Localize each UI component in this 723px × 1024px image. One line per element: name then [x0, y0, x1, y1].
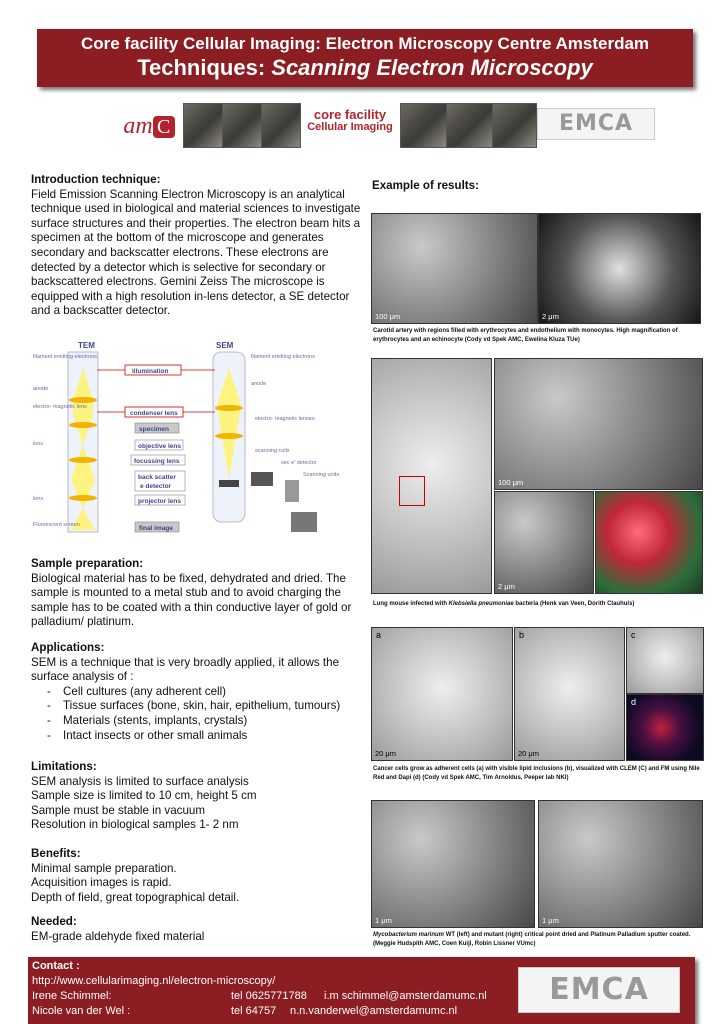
fig3-image-b: [514, 627, 625, 761]
fig2-image-bacteria: [494, 491, 594, 594]
fig3-letter-d: d: [631, 697, 637, 707]
applications-heading: Applications:: [31, 641, 105, 654]
applications-body: SEM is a technique that is very broadly applied, it allows the surface analysis of :: [31, 655, 340, 684]
box-e-detector-label: e detector: [140, 483, 172, 490]
limitations-line: Resolution in biological samples 1- 2 nm: [31, 818, 239, 832]
fig1-scale-a: 100 μm: [375, 312, 401, 321]
intro-section: [31, 173, 366, 319]
benefits-line: Depth of field, great topographical detail.: [31, 890, 240, 904]
fig3-image-d: [626, 694, 704, 761]
sem-label-lenses: electro- magnetic lenses: [255, 416, 315, 422]
contact-label: Contact :: [32, 960, 80, 972]
intro-heading: Introduction technique:: [31, 173, 161, 186]
tem-label-lens-2: lens: [33, 496, 44, 502]
fig2-caption-species: Klebsiella pneumoniae: [448, 601, 514, 607]
tem-label-filament: filament emitting electrons: [33, 354, 97, 360]
fig3-scale-b: 20 μm: [518, 749, 539, 758]
tem-label-lens-1: lens: [33, 441, 44, 447]
fig2-zoom-box: [399, 476, 425, 506]
tem-label-screen: Fluorescent screen: [33, 522, 80, 528]
sem-label-detector: sec e' detector: [281, 460, 317, 466]
list-item: - Materials (stents, implants, crystals): [63, 714, 366, 729]
box-focussing-label: focussing lens: [134, 458, 180, 465]
facility-line-1: core facility: [313, 107, 387, 122]
applications-section: [31, 641, 366, 743]
sem-label-scanning: scanning coils: [255, 448, 290, 454]
fig4-caption-post: WT (left) and mutant (right) critical point dried and Platinum Palladium sputter coated. (Meggie Hudspith AMC, Coen Kuijl, Robin Lissner VUmc): [373, 932, 691, 947]
sem-lens-1: [215, 405, 243, 411]
tem-lens-2: [69, 422, 97, 428]
list-item: - Cell cultures (any adherent cell): [63, 685, 366, 700]
fig2-image-lung-detail: [494, 358, 703, 490]
tem-lens-1: [69, 397, 97, 403]
sem-detector: [251, 472, 273, 486]
contact-name-1: Irene Schimmel:: [32, 990, 112, 1002]
sem-monitor: [291, 512, 317, 532]
subtitle-prefix: Techniques:: [137, 55, 272, 80]
lab-photo-3: [261, 103, 301, 148]
benefits-section: [31, 847, 366, 905]
lab-photo-4: [400, 103, 447, 148]
intro-body: Field Emission Scanning Electron Microscopy is an analytical technique used in biological and material sciences to investigate surface structures and their properties. The electron beam hits a specimen at the bottom of the microscope and generates secondary and backscatter electrons. These electrons are detected by a detector which is selective for secondary or backscattered electrons. Gemini Zeiss The microscope is equipped with a high resolution in-lens detector, a SE detector and a backscatter detector.: [31, 187, 361, 318]
fig2-caption-post: bacteria (Henk van Veen, Dorith Clauhuis): [513, 601, 635, 607]
box-illumination-label: illumination: [132, 368, 169, 375]
sem-label-scanning-units: Scanning units: [303, 472, 340, 478]
tem-label-em-lens: electro- magnetic lens: [33, 404, 87, 410]
fig1-scale-b: 2 μm: [542, 312, 559, 321]
fig3-caption: Cancer cells grow as adherent cells (a) with visible lipid inclusions (b), visualized with CLEM (C) and FM using Nile Red and Dapi (d) (Cody vd Spek AMC, Tim Arnoldus, Peeper lab NKI): [373, 766, 700, 781]
contact-tel-2: tel 64757: [231, 1005, 277, 1017]
amc-logo-c: C: [153, 116, 175, 138]
fig4-scale-b: 1 μm: [542, 916, 559, 925]
benefits-line: Acquisition images is rapid.: [31, 876, 172, 890]
poster-subtitle: [37, 54, 693, 81]
limitations-section: [31, 760, 366, 833]
fig2-caption: [373, 600, 703, 609]
amc-logo-text: am: [123, 113, 153, 139]
lab-photo-5: [446, 103, 493, 148]
box-condenser-label: condenser lens: [130, 410, 178, 417]
contact-footer: [28, 957, 695, 1024]
fig2-image-lung-overview: [371, 358, 492, 594]
fig4-image-mutant: [538, 800, 703, 928]
fig4-caption-species: Mycobacterium marinum: [373, 932, 445, 938]
limitations-line: SEM analysis is limited to surface analysis: [31, 774, 249, 788]
fig2-caption-pre: Lung mouse infected with: [373, 601, 449, 607]
lab-photo-2: [222, 103, 262, 148]
sem-scanning-unit: [285, 480, 299, 502]
fig3-letter-a: a: [376, 630, 382, 640]
list-item: - Intact insects or other small animals: [63, 729, 366, 744]
benefits-line: Minimal sample preparation.: [31, 861, 177, 875]
emca-logo: EMCA: [537, 108, 655, 140]
tem-sem-diagram: [33, 340, 361, 548]
list-item: - Tissue surfaces (bone, skin, hair, epithelium, tumours): [63, 699, 366, 714]
contact-tel-1: tel 0625771788: [231, 990, 307, 1002]
applications-list: [31, 685, 366, 743]
lab-photo-1: [183, 103, 223, 148]
fig3-image-c: [626, 627, 704, 694]
box-objective-label: objective lens: [138, 443, 181, 450]
fig1-image-a: [371, 213, 538, 324]
poster-header: [37, 29, 693, 87]
limitations-line: Sample size is limited to 10 cm, height 5 cm: [31, 789, 257, 803]
tem-lens-3: [69, 457, 97, 463]
contact-email-1[interactable]: i.m schimmel@amsterdamumc.nl: [324, 990, 487, 1002]
fig4-image-wt: [371, 800, 535, 928]
fig2-scale-a: 100 μm: [498, 478, 524, 487]
subtitle-emphasis: Scanning Electron Microscopy: [271, 55, 593, 80]
fig3-image-a: [371, 627, 513, 761]
sample-prep-body: Biological material has to be fixed, dehydrated and dried. The sample is mounted to a metal stub and to avoid charging the sample has to be coated with a thin conductive layer of gold or palladium/ platinum.: [31, 571, 352, 629]
fig4-scale-a: 1 μm: [375, 916, 392, 925]
limitations-heading: Limitations:: [31, 760, 97, 773]
footer-emca-logo: EMCA: [518, 967, 680, 1013]
sem-lens-2: [215, 433, 243, 439]
needed-body: EM-grade aldehyde fixed material: [31, 929, 205, 943]
sample-prep-section: [31, 557, 366, 630]
sem-specimen-stage: [219, 480, 239, 487]
sem-label-anode: anode: [251, 381, 267, 387]
needed-section: [31, 915, 366, 944]
fig2-scale-b: 2 μm: [498, 582, 515, 591]
fig3-letter-b: b: [519, 630, 525, 640]
fig1-caption: Carotid artery with regions filled with erythrocytes and endothelium with monocytes. High magnification of erythrocytes and an echinocyte (Cody vd Spek AMC, Ewelina Kluza TUe): [373, 328, 678, 343]
limitations-line: Sample must be stable in vacuum: [31, 803, 205, 817]
sample-prep-heading: Sample preparation:: [31, 557, 144, 570]
box-final-image-label: final image: [139, 525, 173, 532]
fig3-scale-a: 20 μm: [375, 749, 396, 758]
poster-title: Core facility Cellular Imaging: Electron Microscopy Centre Amsterdam: [80, 34, 650, 53]
lab-photo-6: [492, 103, 537, 148]
fig2-image-bacteria-color: [595, 491, 703, 594]
fig4-caption: [373, 931, 703, 948]
tem-lens-4: [69, 495, 97, 501]
sem-label-filament: filament emitting electrons: [251, 354, 315, 360]
tem-label: TEM: [78, 341, 95, 350]
contact-url[interactable]: http://www.cellularimaging.nl/electron-microscopy/: [32, 975, 276, 987]
needed-heading: Needed:: [31, 915, 77, 928]
results-heading: Example of results:: [372, 179, 479, 192]
sem-label: SEM: [216, 341, 234, 350]
tem-label-anode: anode: [33, 386, 49, 392]
fig3-letter-c: c: [631, 630, 636, 640]
amc-logo: [117, 108, 181, 144]
facility-line-2: Cellular Imaging: [307, 121, 393, 133]
contact-name-2: Nicole van der Wel :: [32, 1005, 131, 1017]
fig1-image-b: [538, 213, 701, 324]
benefits-heading: Benefits:: [31, 847, 81, 860]
box-projector-label: projector lens: [138, 498, 181, 505]
box-backscatter-label: back scatter: [138, 474, 176, 481]
contact-email-2[interactable]: n.n.vanderwel@amsterdamumc.nl: [290, 1005, 458, 1017]
facility-label: [300, 108, 400, 134]
box-specimen-label: specimen: [139, 426, 169, 433]
